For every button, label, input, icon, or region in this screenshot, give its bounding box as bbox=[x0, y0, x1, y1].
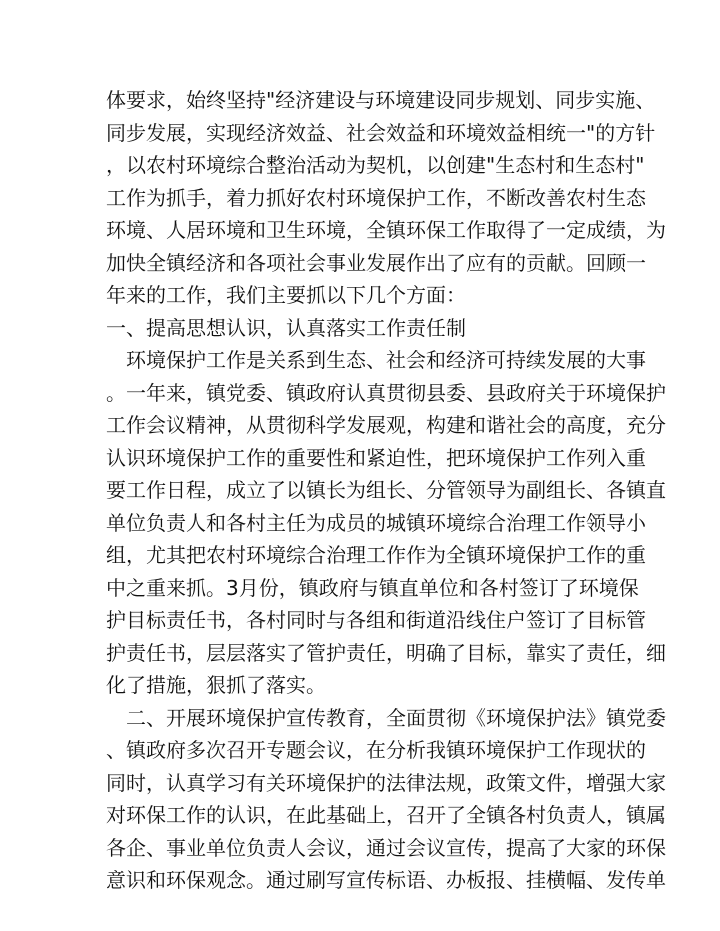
document-body bbox=[106, 84, 666, 897]
text-line: 。一年来，镇党委、镇政府认真贯彻县委、县政府关于环境保护 bbox=[106, 380, 666, 405]
text-line: 组，尤其把农村环境综合治理工作作为全镇环境保护工作的重 bbox=[106, 543, 646, 567]
text-line: 工作会议精神，从贯彻科学发展观，构建和谐社会的高度，充分 bbox=[106, 413, 666, 437]
text-line: 意识和环保观念。通过刷写宣传标语、办板报、挂横幅、发传单 bbox=[106, 868, 666, 892]
text-line: 认识环境保护工作的重要性和紧迫性，把环境保护工作列入重 bbox=[106, 445, 646, 470]
text-line: 化了措施，狠抓了落实。 bbox=[106, 673, 326, 697]
text-line: 同步发展，实现经济效益、社会效益和环境效益相统一"的方针 bbox=[106, 120, 656, 145]
text-line: 同时，认真学习有关环境保护的法律法规，政策文件，增强大家 bbox=[106, 770, 666, 795]
text-line: 环境保护工作是关系到生态、社会和经济可持续发展的大事 bbox=[126, 348, 646, 372]
text-line: 年来的工作，我们主要抓以下几个方面： bbox=[106, 283, 466, 307]
text-line: 护目标责任书，各村同时与各组和街道沿线住户签订了目标管 bbox=[106, 608, 646, 632]
text-line: 加快全镇经济和各项社会事业发展作出了应有的贡献。回顾一 bbox=[106, 250, 646, 275]
text-line: ，以农村环境综合整治活动为契机，以创建"生态村和生态村" bbox=[106, 153, 645, 177]
text-line: 对环保工作的认识，在此基础上，召开了全镇各村负责人，镇属 bbox=[106, 803, 666, 827]
text-line: 要工作日程，成立了以镇长为组长、分管领导为副组长、各镇直 bbox=[106, 478, 666, 502]
text-line: 各企、事业单位负责人会议，通过会议宣传，提高了大家的环保 bbox=[106, 835, 666, 860]
text-line: 环境、人居环境和卫生环境，全镇环保工作取得了一定成绩，为 bbox=[106, 218, 666, 242]
text-line: 中之重来抓。3月份，镇政府与镇直单位和各村签订了环境保 bbox=[106, 575, 639, 600]
section-heading: 二、开展环境保护宣传教育，全面贯彻《环境保护法》镇党委 bbox=[126, 705, 666, 730]
text-line: 单位负责人和各村主任为成员的城镇环境综合治理工作领导小 bbox=[106, 510, 646, 535]
text-line: 工作为抓手，着力抓好农村环境保护工作，不断改善农村生态 bbox=[106, 185, 646, 210]
text-line: 体要求，始终坚持"经济建设与环境建设同步规划、同步实施、 bbox=[106, 88, 656, 112]
text-line: 、镇政府多次召开专题会议，在分析我镇环境保护工作现状的 bbox=[106, 738, 646, 762]
text-line: 护责任书，层层落实了管护责任，明确了目标，靠实了责任，细 bbox=[106, 640, 666, 665]
section-heading: 一、提高思想认识，认真落实工作责任制 bbox=[106, 315, 466, 340]
